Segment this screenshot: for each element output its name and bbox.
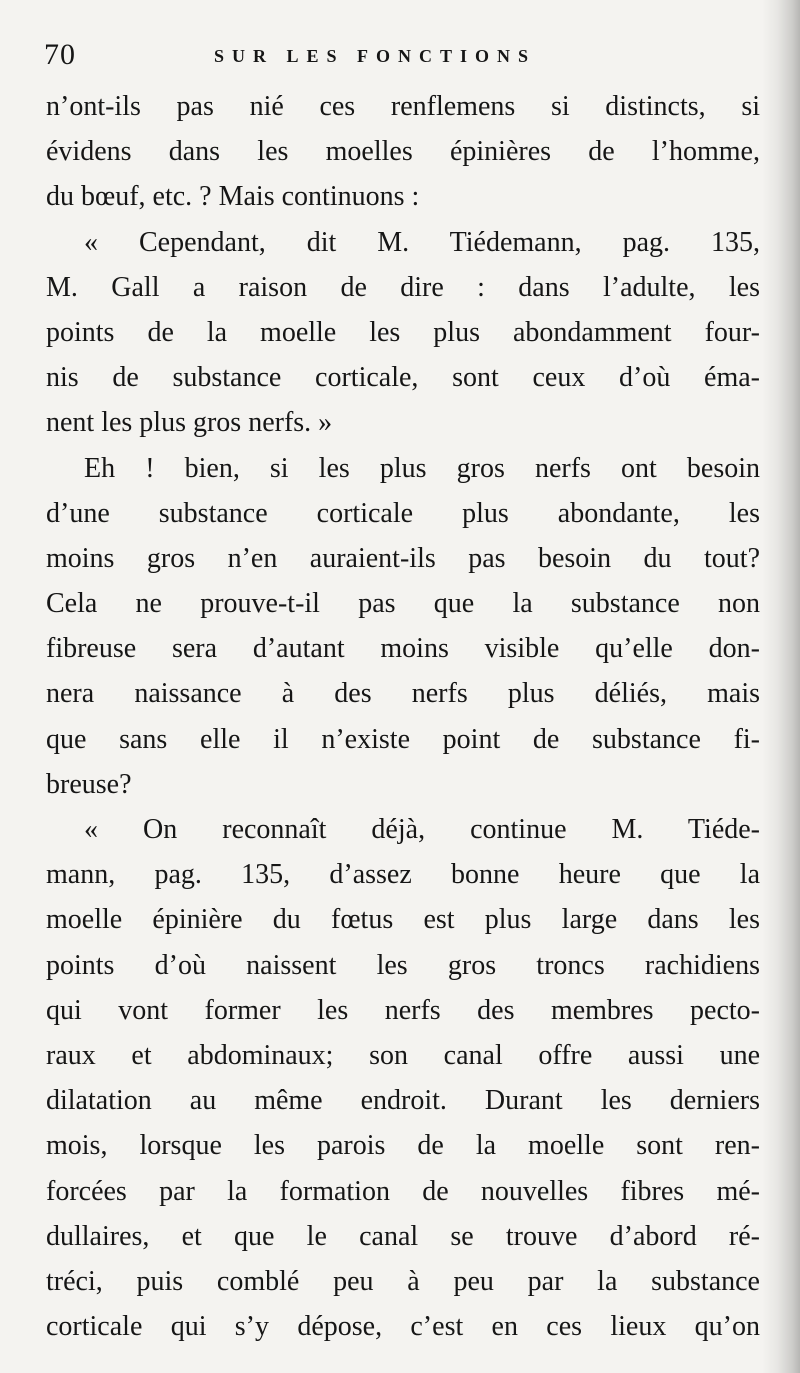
page-number: 70 [44, 38, 76, 71]
text-line: mois, lorsque les parois de la moelle sont ren- [46, 1130, 760, 1162]
running-title: SUR LES FONCTIONS [214, 46, 537, 66]
text-line: mann, pag. 135, d’assez bonne heure que la [46, 859, 760, 891]
text-line: M. Gall a raison de dire : dans l’adulte, les [46, 271, 760, 303]
text-line: dilatation au même endroit. Durant les derniers [46, 1085, 760, 1117]
text-line: « On reconnaît déjà, continue M. Tiéde- [84, 814, 760, 845]
text-line: Eh ! bien, si les plus gros nerfs ont besoin [84, 452, 760, 484]
text-line: d’une substance corticale plus abondante, les [46, 497, 760, 529]
text-line: évidens dans les moelles épinières de l’homme, [46, 136, 760, 168]
text-line: nis de substance corticale, sont ceux d’où éma- [46, 362, 760, 394]
text-line: Cela ne prouve-t-il pas que la substance non [46, 588, 760, 620]
text-line: « Cependant, dit M. Tiédemann, pag. 135, [84, 226, 760, 258]
text-line: qui vont former les nerfs des membres pecto- [46, 994, 760, 1026]
text-line: que sans elle il n’existe point de substance fi- [46, 723, 760, 755]
text-line: nent les plus gros nerfs. » [46, 407, 333, 439]
text-line: fibreuse sera d’autant moins visible qu’elle don- [46, 633, 760, 665]
page-edge-shadow [762, 0, 800, 1373]
text-line: breuse? [46, 768, 132, 800]
text-line: moelle épinière du fœtus est plus large dans les [46, 904, 760, 936]
running-head [44, 38, 764, 78]
body-text [46, 84, 760, 1349]
text-line: moins gros n’en auraient-ils pas besoin du tout? [46, 542, 760, 574]
text-line: nera naissance à des nerfs plus déliés, mais [46, 678, 760, 710]
text-line: raux et abdominaux; son canal offre aussi une [46, 1039, 760, 1071]
text-line: forcées par la formation de nouvelles fibres mé- [46, 1175, 760, 1207]
text-line: du bœuf, etc. ? Mais continuons : [46, 181, 420, 213]
text-line: n’ont-ils pas nié ces renflemens si distincts, si [46, 91, 760, 122]
text-line: points d’où naissent les gros troncs rachidiens [46, 949, 760, 981]
text-line: corticale qui s’y dépose, c’est en ces lieux qu’on [46, 1311, 760, 1343]
text-line: points de la moelle les plus abondamment four- [46, 316, 760, 348]
text-line: tréci, puis comblé peu à peu par la substance [46, 1265, 760, 1297]
text-line: dullaires, et que le canal se trouve d’abord ré- [46, 1220, 760, 1252]
